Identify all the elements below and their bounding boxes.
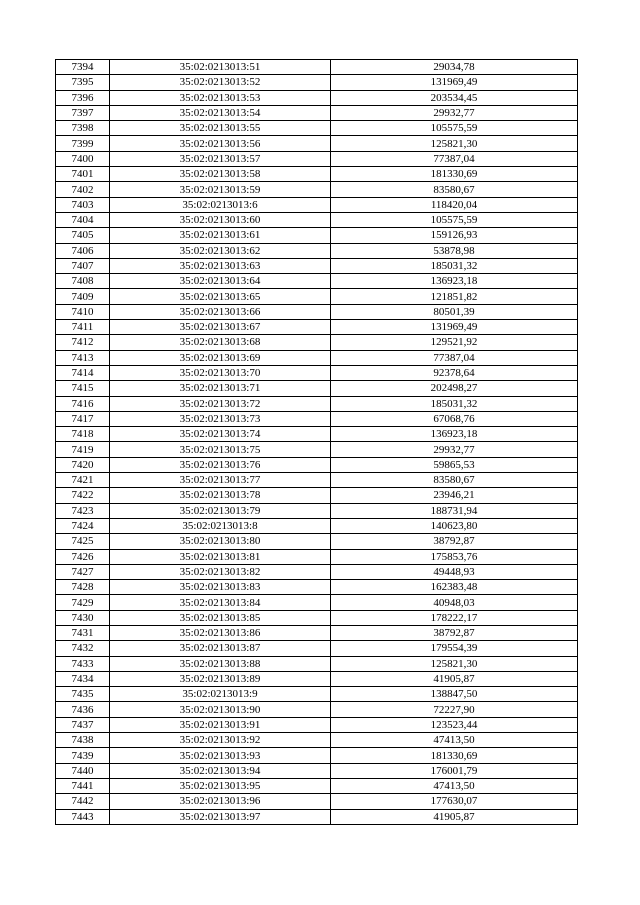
cadastral-number-cell: 35:02:0213013:58 (110, 167, 331, 182)
row-number-cell: 7400 (56, 151, 110, 166)
table-row (56, 656, 578, 671)
table-row (56, 258, 578, 273)
row-number-cell: 7438 (56, 733, 110, 748)
row-number-cell: 7441 (56, 778, 110, 793)
row-number-cell: 7426 (56, 549, 110, 564)
row-number-cell: 7424 (56, 518, 110, 533)
value-cell: 53878,98 (331, 243, 578, 258)
table-row (56, 105, 578, 120)
cadastral-number-cell: 35:02:0213013:54 (110, 105, 331, 120)
table-row (56, 274, 578, 289)
cadastral-number-cell: 35:02:0213013:96 (110, 794, 331, 809)
value-cell: 29034,78 (331, 60, 578, 75)
table-row (56, 411, 578, 426)
value-cell: 175853,76 (331, 549, 578, 564)
table-row (56, 534, 578, 549)
value-cell: 77387,04 (331, 151, 578, 166)
row-number-cell: 7420 (56, 457, 110, 472)
cadastral-number-cell: 35:02:0213013:8 (110, 518, 331, 533)
value-cell: 23946,21 (331, 488, 578, 503)
table-row (56, 580, 578, 595)
row-number-cell: 7431 (56, 625, 110, 640)
cadastral-number-cell: 35:02:0213013:97 (110, 809, 331, 824)
table-row (56, 717, 578, 732)
row-number-cell: 7398 (56, 121, 110, 136)
table-row (56, 625, 578, 640)
cadastral-number-cell: 35:02:0213013:80 (110, 534, 331, 549)
value-cell: 125821,30 (331, 136, 578, 151)
cadastral-number-cell: 35:02:0213013:59 (110, 182, 331, 197)
table-row (56, 794, 578, 809)
table-row (56, 778, 578, 793)
row-number-cell: 7407 (56, 258, 110, 273)
value-cell: 131969,49 (331, 320, 578, 335)
row-number-cell: 7436 (56, 702, 110, 717)
value-cell: 77387,04 (331, 350, 578, 365)
row-number-cell: 7440 (56, 763, 110, 778)
cadastral-number-cell: 35:02:0213013:86 (110, 625, 331, 640)
cadastral-number-cell: 35:02:0213013:75 (110, 442, 331, 457)
cadastral-number-cell: 35:02:0213013:56 (110, 136, 331, 151)
cadastral-number-cell: 35:02:0213013:94 (110, 763, 331, 778)
table-row (56, 365, 578, 380)
table-row (56, 381, 578, 396)
cadastral-number-cell: 35:02:0213013:87 (110, 641, 331, 656)
table-row (56, 304, 578, 319)
table-row (56, 182, 578, 197)
table-row (56, 564, 578, 579)
row-number-cell: 7427 (56, 564, 110, 579)
table-row (56, 60, 578, 75)
row-number-cell: 7434 (56, 671, 110, 686)
cadastral-number-cell: 35:02:0213013:51 (110, 60, 331, 75)
value-cell: 47413,50 (331, 733, 578, 748)
table-row (56, 136, 578, 151)
row-number-cell: 7409 (56, 289, 110, 304)
row-number-cell: 7442 (56, 794, 110, 809)
table-row (56, 503, 578, 518)
row-number-cell: 7404 (56, 212, 110, 227)
table-row (56, 687, 578, 702)
value-cell: 105575,59 (331, 121, 578, 136)
value-cell: 188731,94 (331, 503, 578, 518)
row-number-cell: 7416 (56, 396, 110, 411)
value-cell: 67068,76 (331, 411, 578, 426)
table-row (56, 289, 578, 304)
value-cell: 41905,87 (331, 671, 578, 686)
cadastral-number-cell: 35:02:0213013:95 (110, 778, 331, 793)
cadastral-number-cell: 35:02:0213013:6 (110, 197, 331, 212)
row-number-cell: 7411 (56, 320, 110, 335)
value-cell: 162383,48 (331, 580, 578, 595)
value-cell: 181330,69 (331, 167, 578, 182)
table-row (56, 197, 578, 212)
cadastral-number-cell: 35:02:0213013:60 (110, 212, 331, 227)
value-cell: 129521,92 (331, 335, 578, 350)
cadastral-number-cell: 35:02:0213013:79 (110, 503, 331, 518)
value-cell: 41905,87 (331, 809, 578, 824)
value-cell: 83580,67 (331, 182, 578, 197)
row-number-cell: 7405 (56, 228, 110, 243)
row-number-cell: 7418 (56, 427, 110, 442)
cadastral-number-cell: 35:02:0213013:82 (110, 564, 331, 579)
row-number-cell: 7394 (56, 60, 110, 75)
table-row (56, 549, 578, 564)
row-number-cell: 7406 (56, 243, 110, 258)
cadastral-number-cell: 35:02:0213013:89 (110, 671, 331, 686)
row-number-cell: 7439 (56, 748, 110, 763)
value-cell: 38792,87 (331, 625, 578, 640)
table-row (56, 763, 578, 778)
table-row (56, 427, 578, 442)
value-cell: 49448,93 (331, 564, 578, 579)
cadastral-number-cell: 35:02:0213013:9 (110, 687, 331, 702)
value-cell: 203534,45 (331, 90, 578, 105)
cadastral-number-cell: 35:02:0213013:84 (110, 595, 331, 610)
cadastral-number-cell: 35:02:0213013:68 (110, 335, 331, 350)
row-number-cell: 7437 (56, 717, 110, 732)
row-number-cell: 7401 (56, 167, 110, 182)
value-cell: 159126,93 (331, 228, 578, 243)
cadastral-number-cell: 35:02:0213013:65 (110, 289, 331, 304)
table-row (56, 518, 578, 533)
table-row (56, 702, 578, 717)
row-number-cell: 7435 (56, 687, 110, 702)
row-number-cell: 7430 (56, 610, 110, 625)
row-number-cell: 7428 (56, 580, 110, 595)
cadastral-number-cell: 35:02:0213013:72 (110, 396, 331, 411)
row-number-cell: 7417 (56, 411, 110, 426)
value-cell: 177630,07 (331, 794, 578, 809)
table-row (56, 610, 578, 625)
cadastral-number-cell: 35:02:0213013:52 (110, 75, 331, 90)
row-number-cell: 7443 (56, 809, 110, 824)
table-row (56, 473, 578, 488)
row-number-cell: 7403 (56, 197, 110, 212)
table-row (56, 320, 578, 335)
cadastral-number-cell: 35:02:0213013:61 (110, 228, 331, 243)
row-number-cell: 7413 (56, 350, 110, 365)
value-cell: 105575,59 (331, 212, 578, 227)
row-number-cell: 7402 (56, 182, 110, 197)
cadastral-number-cell: 35:02:0213013:62 (110, 243, 331, 258)
table-row (56, 228, 578, 243)
row-number-cell: 7421 (56, 473, 110, 488)
cadastral-number-cell: 35:02:0213013:83 (110, 580, 331, 595)
cadastral-number-cell: 35:02:0213013:81 (110, 549, 331, 564)
cadastral-number-cell: 35:02:0213013:53 (110, 90, 331, 105)
table-row (56, 442, 578, 457)
cadastral-number-cell: 35:02:0213013:69 (110, 350, 331, 365)
table-row (56, 151, 578, 166)
cadastral-number-cell: 35:02:0213013:70 (110, 365, 331, 380)
cadastral-number-cell: 35:02:0213013:85 (110, 610, 331, 625)
row-number-cell: 7410 (56, 304, 110, 319)
value-cell: 118420,04 (331, 197, 578, 212)
cadastral-number-cell: 35:02:0213013:78 (110, 488, 331, 503)
cadastral-number-cell: 35:02:0213013:71 (110, 381, 331, 396)
value-cell: 176001,79 (331, 763, 578, 778)
row-number-cell: 7397 (56, 105, 110, 120)
value-cell: 38792,87 (331, 534, 578, 549)
value-cell: 178222,17 (331, 610, 578, 625)
value-cell: 140623,80 (331, 518, 578, 533)
table-row (56, 335, 578, 350)
cadastral-number-cell: 35:02:0213013:91 (110, 717, 331, 732)
value-cell: 138847,50 (331, 687, 578, 702)
value-cell: 40948,03 (331, 595, 578, 610)
table-row (56, 809, 578, 824)
row-number-cell: 7414 (56, 365, 110, 380)
row-number-cell: 7399 (56, 136, 110, 151)
table-row (56, 167, 578, 182)
table-row (56, 671, 578, 686)
value-cell: 179554,39 (331, 641, 578, 656)
value-cell: 80501,39 (331, 304, 578, 319)
cadastral-number-cell: 35:02:0213013:92 (110, 733, 331, 748)
value-cell: 202498,27 (331, 381, 578, 396)
table-row (56, 396, 578, 411)
table-row (56, 350, 578, 365)
cadastral-number-cell: 35:02:0213013:64 (110, 274, 331, 289)
value-cell: 185031,32 (331, 396, 578, 411)
cadastral-number-cell: 35:02:0213013:73 (110, 411, 331, 426)
value-cell: 72227,90 (331, 702, 578, 717)
table-row (56, 488, 578, 503)
row-number-cell: 7423 (56, 503, 110, 518)
cadastral-number-cell: 35:02:0213013:74 (110, 427, 331, 442)
value-cell: 136923,18 (331, 427, 578, 442)
table-row (56, 641, 578, 656)
cadastral-number-cell: 35:02:0213013:88 (110, 656, 331, 671)
value-cell: 29932,77 (331, 105, 578, 120)
table-row (56, 121, 578, 136)
value-cell: 47413,50 (331, 778, 578, 793)
value-cell: 181330,69 (331, 748, 578, 763)
cadastral-number-cell: 35:02:0213013:90 (110, 702, 331, 717)
table-row (56, 212, 578, 227)
table-body (56, 60, 578, 825)
row-number-cell: 7419 (56, 442, 110, 457)
cadastral-number-cell: 35:02:0213013:66 (110, 304, 331, 319)
row-number-cell: 7433 (56, 656, 110, 671)
table-row (56, 748, 578, 763)
cadastral-number-cell: 35:02:0213013:67 (110, 320, 331, 335)
value-cell: 29932,77 (331, 442, 578, 457)
row-number-cell: 7415 (56, 381, 110, 396)
table-row (56, 243, 578, 258)
value-cell: 125821,30 (331, 656, 578, 671)
row-number-cell: 7412 (56, 335, 110, 350)
row-number-cell: 7422 (56, 488, 110, 503)
cadastral-number-cell: 35:02:0213013:77 (110, 473, 331, 488)
value-cell: 123523,44 (331, 717, 578, 732)
table-row (56, 733, 578, 748)
table-row (56, 457, 578, 472)
cadastral-number-cell: 35:02:0213013:76 (110, 457, 331, 472)
value-cell: 185031,32 (331, 258, 578, 273)
value-cell: 136923,18 (331, 274, 578, 289)
value-cell: 83580,67 (331, 473, 578, 488)
table-row (56, 75, 578, 90)
value-cell: 92378,64 (331, 365, 578, 380)
row-number-cell: 7432 (56, 641, 110, 656)
row-number-cell: 7408 (56, 274, 110, 289)
value-cell: 59865,53 (331, 457, 578, 472)
row-number-cell: 7396 (56, 90, 110, 105)
row-number-cell: 7429 (56, 595, 110, 610)
row-number-cell: 7395 (56, 75, 110, 90)
cadastral-value-table (55, 59, 578, 825)
cadastral-number-cell: 35:02:0213013:57 (110, 151, 331, 166)
row-number-cell: 7425 (56, 534, 110, 549)
cadastral-number-cell: 35:02:0213013:63 (110, 258, 331, 273)
cadastral-number-cell: 35:02:0213013:55 (110, 121, 331, 136)
value-cell: 121851,82 (331, 289, 578, 304)
cadastral-number-cell: 35:02:0213013:93 (110, 748, 331, 763)
value-cell: 131969,49 (331, 75, 578, 90)
table-row (56, 595, 578, 610)
table-row (56, 90, 578, 105)
